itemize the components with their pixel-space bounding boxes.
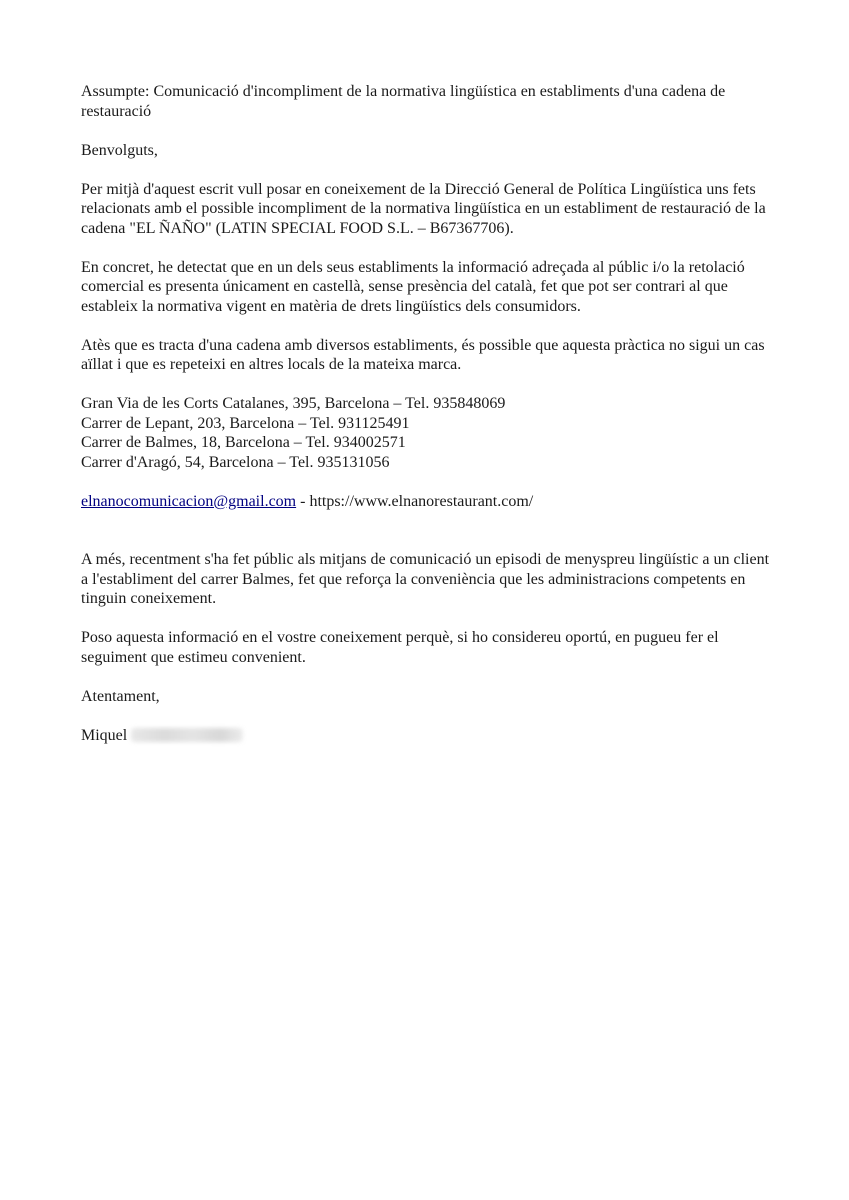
letter-paragraph-chain: Atès que es tracta d'una cadena amb diversos establiments, és possible que aquesta pràctica no sigui un cas aïllat i que es repeteixi en altres locals de la mateixa marca. [81, 336, 765, 373]
address-line: Carrer de Lepant, 203, Barcelona – Tel. 931125491 [81, 414, 410, 432]
contact-separator: - [296, 492, 310, 510]
signature-first-name: Miquel [81, 726, 128, 744]
address-line: Carrer de Balmes, 18, Barcelona – Tel. 934002571 [81, 434, 406, 451]
address-line: Gran Via de les Corts Catalanes, 395, Barcelona – Tel. 935848069 [81, 395, 506, 412]
letter-subject: Assumpte: Comunicació d'incompliment de la normativa lingüística en establiments d'una cadena de restauració [81, 83, 726, 120]
letter-greeting: Benvolguts, [81, 141, 158, 159]
redacted-surname [131, 728, 243, 742]
letter-paragraph-request: Poso aquesta informació en el vostre coneixement perquè, si ho considereu oportú, en pugueu fer el seguiment que estimeu convenient. [81, 629, 719, 666]
email-link[interactable]: elnanocomunicacion@gmail.com [81, 492, 297, 510]
address-list [81, 394, 771, 472]
address-line: Carrer d'Aragó, 54, Barcelona – Tel. 935131056 [81, 453, 390, 471]
letter-page [81, 82, 771, 745]
letter-closing: Atentament, [81, 687, 160, 705]
website-url: https://www.elnanorestaurant.com/ [309, 492, 534, 510]
contact-line [81, 492, 771, 512]
signature [81, 726, 771, 746]
letter-paragraph-incident: A més, recentment s'ha fet públic als mitjans de comunicació un episodi de menyspreu lingüístic a un client a l'establiment del carrer Balmes, fet que reforça la conveniència que les administracions competents en tinguin coneixement. [81, 551, 770, 607]
letter-paragraph-intro: Per mitjà d'aquest escrit vull posar en coneixement de la Direcció General de Política Lingüística uns fets relacionats amb el possible incompliment de la normativa lingüística en un establiment de restauració de la cadena "EL ÑAÑO" (LATIN SPECIAL FOOD S.L. – B67367706). [81, 180, 766, 237]
letter-paragraph-details: En concret, he detectat que en un dels seus establiments la informació adreçada al públic i/o la retolació comercial es presenta únicament en castellà, sense presència del català, fet que pot ser contrari al que estableix la normativa vigent en matèria de drets lingüístics dels consumidors. [81, 258, 745, 315]
